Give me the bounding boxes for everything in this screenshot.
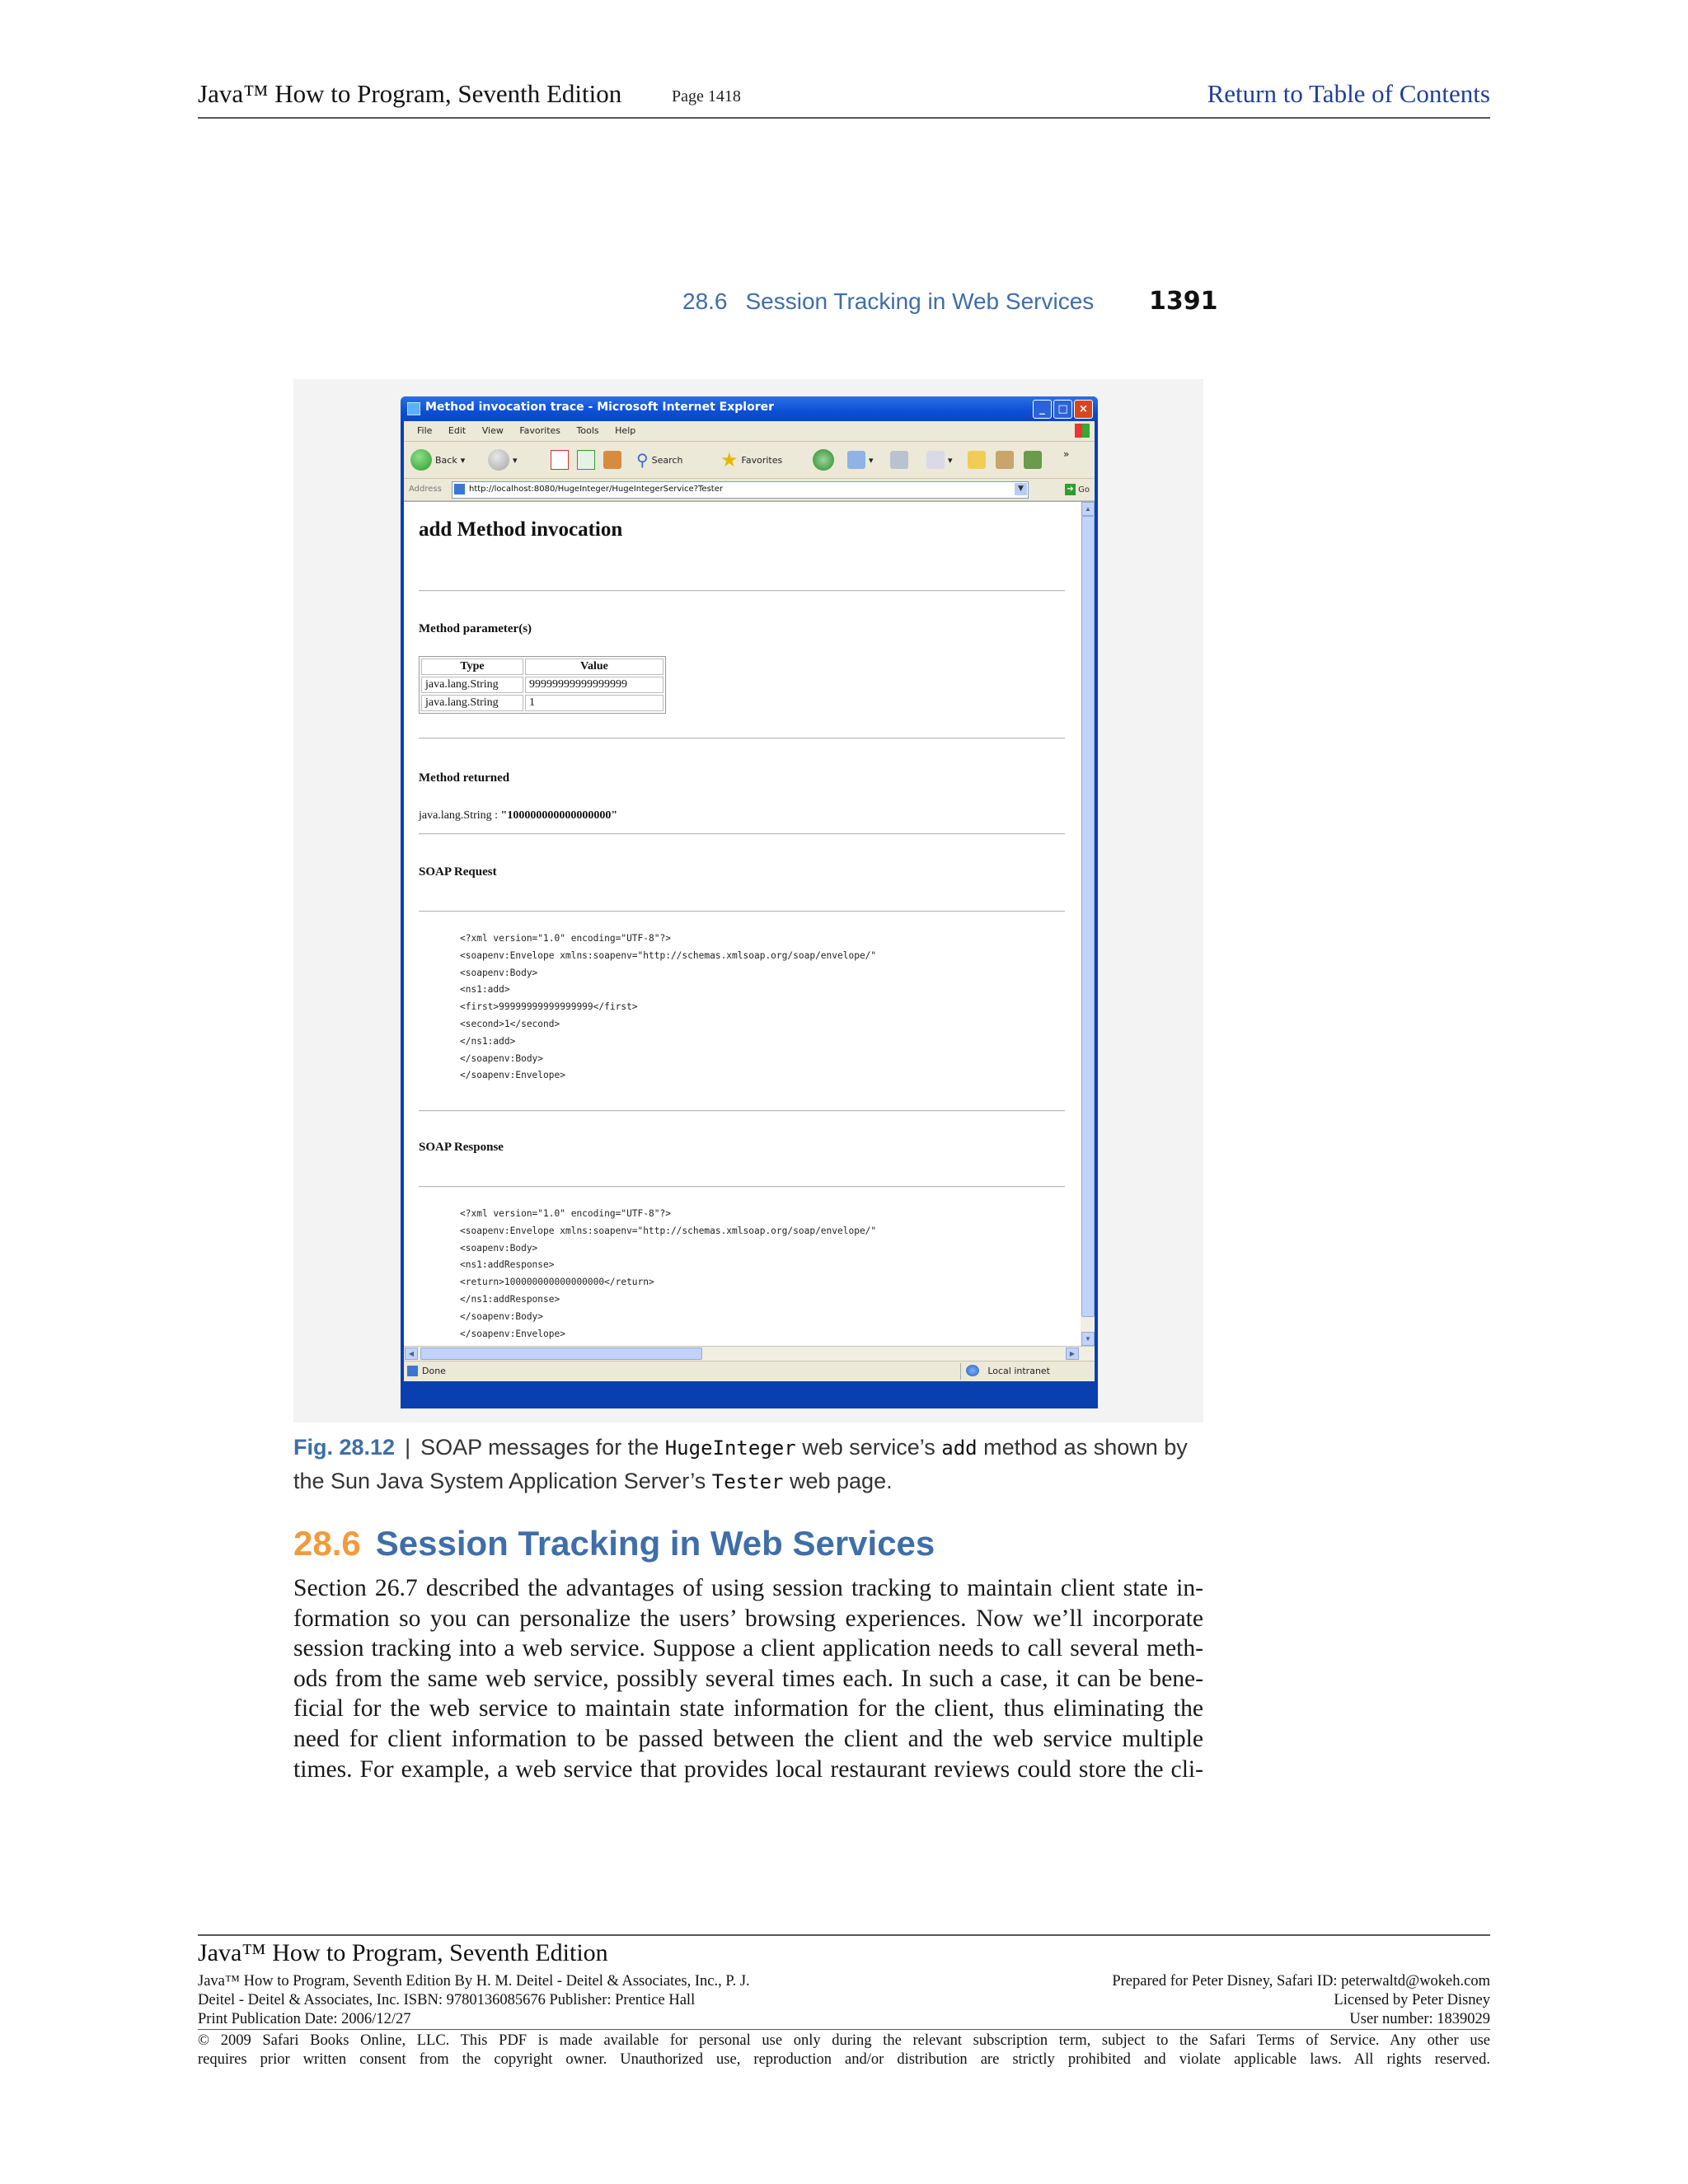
body-line: ficial for the web service to maintain state information for the client, thus eliminating the xyxy=(293,1695,1203,1722)
section-heading xyxy=(293,1524,935,1563)
mail-icon xyxy=(847,451,865,469)
footer-license-line: Licensed by Peter Disney xyxy=(1334,1992,1490,2008)
footer-license-line: Prepared for Peter Disney, Safari ID: peterwaltd@wokeh.com xyxy=(1112,1973,1490,1990)
divider xyxy=(419,590,1065,592)
body-line: need for client information to be passed between the client and the web service multiple xyxy=(293,1725,1203,1752)
scroll-left-icon[interactable]: ◀ xyxy=(405,1347,418,1360)
method-invocation-heading: add Method invocation xyxy=(419,518,623,541)
favorites-star-icon: ★ xyxy=(720,448,738,471)
method-returned-heading: Method returned xyxy=(419,771,510,785)
caption-text: web service’s xyxy=(795,1435,942,1460)
back-arrow-icon xyxy=(410,449,432,471)
footer-license-line: User number: 1839029 xyxy=(1349,2011,1490,2027)
search-button[interactable] xyxy=(636,449,682,471)
method-returned-value xyxy=(419,809,617,823)
divider xyxy=(419,1110,1065,1112)
edit-button[interactable]: ▾ xyxy=(926,449,953,471)
go-button[interactable] xyxy=(1065,482,1090,497)
caption-text: web page. xyxy=(783,1469,893,1493)
go-arrow-icon: ➔ xyxy=(1065,484,1076,495)
browser-window xyxy=(401,396,1098,1408)
caption-code: Tester xyxy=(711,1470,784,1493)
print-button[interactable] xyxy=(890,449,908,471)
history-button[interactable] xyxy=(813,449,834,471)
footer-info-line: Deitel - Deitel & Associates, Inc. ISBN: 9780136085676 Publisher: Prentice Hall xyxy=(198,1992,696,2008)
page-done-icon xyxy=(407,1366,418,1376)
folder-icon xyxy=(968,451,986,469)
parameters-table xyxy=(419,656,666,714)
body-line: formation so you can personalize the users’ browsing experiences. Now we’ll incorporate xyxy=(293,1605,1203,1632)
browser-chrome xyxy=(404,421,1095,1381)
windows-logo-icon xyxy=(1075,424,1090,438)
scroll-down-icon[interactable]: ▼ xyxy=(1081,1332,1095,1346)
footer-copyright xyxy=(198,2032,1490,2069)
refresh-button[interactable] xyxy=(577,449,595,471)
footer-divider xyxy=(198,2029,1490,2030)
menu-edit[interactable]: Edit xyxy=(448,425,467,436)
address-dropdown-icon[interactable]: ▼ xyxy=(1015,483,1027,495)
page-icon xyxy=(454,484,465,494)
home-icon xyxy=(603,451,621,469)
menu-view[interactable]: View xyxy=(481,425,504,436)
menu-bar xyxy=(404,421,1095,442)
copyright-line: © 2009 Safari Books Online, LLC. This PDF is made available for personal use only during the relevant subscription term, subject to the Safari Terms of Service. Any other use xyxy=(198,2032,1490,2049)
body-line: session tracking into a web service. Suppose a client application needs to call several meth- xyxy=(293,1635,1203,1662)
returned-type: java.lang.String : xyxy=(419,809,501,822)
vertical-scrollbar[interactable] xyxy=(1081,502,1095,1346)
back-button[interactable]: Back ▾ xyxy=(410,449,465,471)
section-number: 28.6 xyxy=(293,1524,361,1563)
soap-request-heading: SOAP Request xyxy=(419,865,497,879)
ie-app-icon xyxy=(407,402,420,415)
scroll-right-icon[interactable]: ▶ xyxy=(1066,1347,1079,1360)
page-number: 1391 xyxy=(1149,287,1218,316)
minimize-button[interactable]: _ xyxy=(1033,400,1052,419)
param-type: java.lang.String xyxy=(421,677,523,693)
stop-icon xyxy=(551,450,569,470)
divider xyxy=(419,833,1065,835)
footer-license-info xyxy=(1112,1972,1490,2029)
maximize-button[interactable]: □ xyxy=(1053,400,1072,419)
address-url: http://localhost:8080/HugeInteger/HugeIntegerService?Tester xyxy=(469,485,723,494)
research-button[interactable] xyxy=(996,449,1014,471)
vertical-scroll-thumb[interactable] xyxy=(1081,516,1095,1317)
favorites-label: Favorites xyxy=(741,454,783,466)
menu-help[interactable]: Help xyxy=(615,425,636,436)
returned-value: "100000000000000000" xyxy=(500,809,618,822)
browser-window-title: Method invocation trace - Microsoft Internet Explorer xyxy=(425,401,774,414)
status-bar xyxy=(404,1361,1095,1381)
history-icon xyxy=(813,449,834,471)
close-button[interactable]: × xyxy=(1074,400,1093,419)
caption-text: SOAP messages for the xyxy=(420,1435,665,1460)
soap-response-xml: <?xml version="1.0" encoding="UTF-8"?> <soapenv:Envelope xmlns:soapenv="http://schemas.xmlsoap.org/soap/envelope/" <soapenv:Body> <ns1:addResponse> <return>100000000000000000</return> </ns1:addResponse> </soapenv:Body> </soapenv:Envelope> xyxy=(460,1208,877,1339)
value-column-header: Value xyxy=(525,658,663,675)
menu-tools[interactable]: Tools xyxy=(576,425,599,436)
caption-code: HugeInteger xyxy=(664,1436,796,1460)
footer-book-info xyxy=(198,1972,750,2029)
page-label: Page 1418 xyxy=(672,87,741,105)
book-title: Java™ How to Program, Seventh Edition xyxy=(198,79,622,108)
divider xyxy=(419,1186,1065,1188)
menu-favorites[interactable]: Favorites xyxy=(519,425,561,436)
body-line: ods from the same web service, possibly several times each. In such a case, it can be bene- xyxy=(293,1665,1203,1692)
horizontal-scrollbar[interactable] xyxy=(404,1346,1095,1361)
go-label: Go xyxy=(1078,485,1090,494)
forward-button[interactable]: ▾ xyxy=(488,449,518,471)
param-value: 99999999999999999 xyxy=(525,677,663,693)
horizontal-scroll-thumb[interactable] xyxy=(420,1347,702,1360)
research-icon xyxy=(996,451,1014,469)
search-icon: ⚲ xyxy=(636,450,649,470)
divider xyxy=(419,911,1065,912)
table-row xyxy=(421,695,663,711)
figure-number: Fig. 28.12 xyxy=(293,1435,396,1460)
folder-button[interactable] xyxy=(968,449,986,471)
address-bar xyxy=(404,479,1095,501)
edit-icon xyxy=(926,451,945,469)
print-icon xyxy=(890,451,908,469)
scroll-up-icon[interactable]: ▲ xyxy=(1081,502,1095,516)
security-zone: Local intranet xyxy=(987,1366,1050,1376)
address-input[interactable] xyxy=(452,481,1029,499)
stop-button[interactable] xyxy=(551,449,569,471)
param-value: 1 xyxy=(525,695,663,711)
mail-button[interactable]: ▾ xyxy=(847,449,874,471)
table-header-row xyxy=(421,658,663,675)
footer-info-line: Java™ How to Program, Seventh Edition By H. M. Deitel - Deitel & Associates, Inc., P. J. xyxy=(198,1973,750,1990)
method-parameters-heading: Method parameter(s) xyxy=(419,622,532,635)
caption-text: method as shown by the Sun Java System Application Server’s xyxy=(293,1435,1188,1493)
address-label: Address xyxy=(409,485,442,494)
body-line: Section 26.7 described the advantages of using session tracking to maintain client state in- xyxy=(293,1575,1203,1601)
type-column-header: Type xyxy=(421,658,523,675)
intranet-zone-icon xyxy=(966,1365,979,1376)
browser-title-bar xyxy=(401,396,1098,421)
soap-response-heading: SOAP Response xyxy=(419,1141,504,1154)
figure-caption xyxy=(293,1431,1203,1498)
refresh-icon xyxy=(577,450,595,470)
footer-info-line: Print Publication Date: 2006/12/27 xyxy=(198,2011,411,2027)
caption-separator: | xyxy=(405,1435,411,1460)
section-title: Session Tracking in Web Services xyxy=(375,1524,935,1563)
body-paragraph xyxy=(293,1573,1203,1784)
forward-arrow-icon xyxy=(488,449,509,471)
messenger-icon xyxy=(1024,451,1042,469)
status-text: Done xyxy=(422,1366,446,1376)
running-head-number: 28.6 xyxy=(682,288,728,314)
browser-toolbar xyxy=(404,442,1095,479)
favorites-button[interactable] xyxy=(720,449,782,471)
divider xyxy=(419,738,1065,739)
copyright-line: requires prior written consent from the copyright owner. Unauthorized use, reproduction and/or distribution are strictly prohibited and violate applicable laws. All rights reserved. xyxy=(198,2051,1490,2068)
soap-request-xml: <?xml version="1.0" encoding="UTF-8"?> <soapenv:Envelope xmlns:soapenv="http://schemas.xmlsoap.org/soap/envelope/" <soapenv:Body> <ns1:add> <first>99999999999999999</first> <second>1</second> </ns1:add> </soapenv:Body> </soapenv:Envelope> xyxy=(460,933,877,1081)
page-footer xyxy=(198,1934,1490,2109)
table-row xyxy=(421,677,663,693)
top-bar xyxy=(198,76,1490,119)
footer-title: Java™ How to Program, Seventh Edition xyxy=(198,1939,608,1966)
return-to-toc-link[interactable]: Return to Table of Contents xyxy=(1207,79,1490,108)
toolbar-overflow-chevron-icon[interactable]: » xyxy=(1063,448,1070,460)
param-type: java.lang.String xyxy=(421,695,523,711)
menu-file[interactable]: File xyxy=(417,425,433,436)
caption-code: add xyxy=(941,1436,978,1460)
messenger-button[interactable] xyxy=(1024,449,1042,471)
home-button[interactable] xyxy=(603,449,621,471)
search-label: Search xyxy=(651,454,683,466)
running-head xyxy=(682,288,1094,315)
back-label: Back xyxy=(435,454,457,466)
status-divider xyxy=(960,1363,961,1380)
body-line: times. For example, a web service that provides local restaurant reviews could store the cli- xyxy=(293,1755,1203,1783)
page-content xyxy=(404,501,1095,1346)
running-head-title: Session Tracking in Web Services xyxy=(745,288,1095,314)
